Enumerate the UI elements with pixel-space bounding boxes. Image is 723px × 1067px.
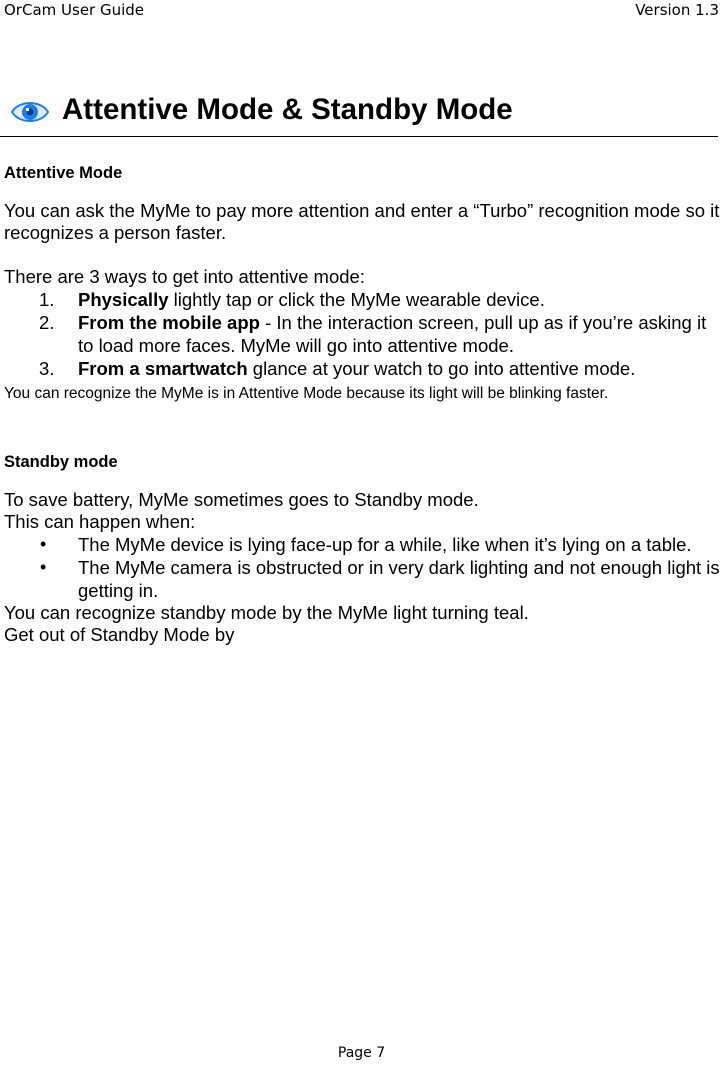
list-number: 3. [39,358,55,379]
standby-line-3: You can recognize standby mode by the MyMe light turning teal. [4,602,529,623]
list-number: 2. [39,312,55,333]
standby-line-1: To save battery, MyMe sometimes goes to Standby mode. [4,489,479,510]
document-version: Version 1.3 [635,1,719,19]
bullet-glyph: • [40,557,47,577]
document-title: OrCam User Guide [4,1,145,19]
attentive-intro: You can ask the MyMe to pay more attention and enter a “Turbo” recognition mode so it recognizes a person faster. [4,200,720,243]
standby-line-4: Get out of Standby Mode by [4,624,235,645]
page-title: Attentive Mode & Standby Mode [62,93,513,126]
standby-line-2: This can happen when: [4,511,196,532]
list-item [4,533,720,556]
standby-mode-heading: Standby mode [4,453,118,471]
list-item [4,357,720,380]
step-text: lightly tap or click the MyMe wearable device. [168,289,545,310]
attentive-note: You can recognize the MyMe is in Attentive Mode because its light will be blinking faster. [4,385,609,402]
list-item [4,288,720,311]
attentive-ways-intro: There are 3 ways to get into attentive mode: [4,266,365,287]
page-header [0,0,723,22]
section-title-row [0,88,718,137]
bullet-text: The MyMe camera is obstructed or in very dark lighting and not enough light is getting in. [78,557,720,601]
eye-icon [11,98,49,126]
step-bold: From the mobile app [78,312,260,333]
bullet-glyph: • [40,534,47,554]
list-item [4,556,720,602]
list-item [4,311,720,357]
main-content [4,160,720,646]
step-bold: Physically [78,289,169,310]
list-number: 1. [39,289,55,310]
attentive-steps-list [4,288,720,380]
step-text: glance at your watch to go into attentive mode. [247,358,636,379]
standby-conditions-list [4,533,720,602]
step-bold: From a smartwatch [78,358,248,379]
page-number: Page 7 [337,1045,386,1061]
attentive-mode-heading: Attentive Mode [4,164,123,182]
bullet-text: The MyMe device is lying face-up for a while, like when it’s lying on a table. [78,534,692,555]
step-text: - In the interaction screen, pull up as if you’re asking it to load more faces. MyMe will go into attentive mode. [78,312,707,356]
